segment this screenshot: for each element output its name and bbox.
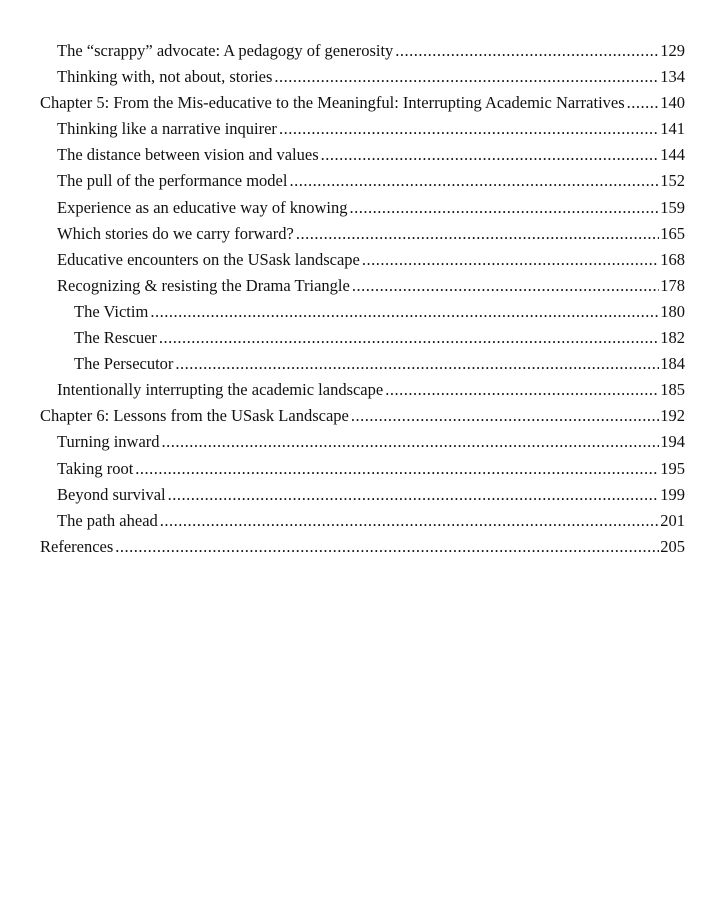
toc-entry[interactable] xyxy=(40,116,685,142)
toc-entry-page: 199 xyxy=(660,484,685,504)
toc-dot-leader xyxy=(321,142,660,168)
toc-dot-leader xyxy=(352,273,659,299)
toc-entry-page: 178 xyxy=(660,275,685,295)
toc-entry-title: The Victim xyxy=(74,301,149,321)
toc-dot-leader xyxy=(175,351,659,377)
toc-entry-title: Chapter 6: Lessons from the USask Landscape xyxy=(40,406,349,426)
toc-subsection-entry[interactable] xyxy=(40,351,685,377)
toc-entry[interactable] xyxy=(40,482,685,508)
toc-chapter-entry[interactable] xyxy=(40,90,685,116)
toc-entry-title: Which stories do we carry forward? xyxy=(57,223,294,243)
toc-entry-title: The distance between vision and values xyxy=(57,145,319,165)
toc-entry[interactable] xyxy=(40,195,685,221)
toc-entry-page: 205 xyxy=(660,536,685,556)
toc-entry-title: The “scrappy” advocate: A pedagogy of generosity xyxy=(57,41,394,60)
toc-dot-leader xyxy=(289,168,659,194)
toc-entry-page: 184 xyxy=(660,354,685,374)
toc-entry[interactable] xyxy=(40,221,685,247)
toc-entry-title: The pull of the performance model xyxy=(57,171,288,191)
toc-entry-title: Beyond survival xyxy=(57,484,166,504)
toc-entry-title: Taking root xyxy=(57,458,134,478)
toc-entry-title: Intentionally interrupting the academic landscape xyxy=(57,380,384,400)
toc-entry-page: 192 xyxy=(660,406,685,426)
toc-entry-page: 168 xyxy=(660,249,685,269)
toc-entry[interactable] xyxy=(40,377,685,403)
toc-dot-leader xyxy=(279,116,659,142)
toc-dot-leader xyxy=(362,247,659,273)
toc-entry-title: Turning inward xyxy=(57,432,160,452)
toc-entry[interactable] xyxy=(40,508,685,534)
toc-entry[interactable] xyxy=(40,429,685,455)
toc-chapter-entry[interactable] xyxy=(40,534,685,560)
toc-entry[interactable] xyxy=(40,64,685,90)
toc-chapter-entry[interactable] xyxy=(40,403,685,429)
toc-dot-leader xyxy=(160,508,659,534)
toc-entry-page: 140 xyxy=(660,93,685,113)
toc-dot-leader xyxy=(385,377,659,403)
toc-entry-page: 129 xyxy=(660,41,685,60)
toc-entry-page: 182 xyxy=(660,328,685,348)
toc-entry-page: 159 xyxy=(660,197,685,217)
toc-entry-title: Thinking like a narrative inquirer xyxy=(57,119,277,139)
toc-dot-leader xyxy=(168,482,660,508)
toc-entry-title: The Rescuer xyxy=(74,328,157,348)
toc-entry-page: 141 xyxy=(660,119,685,139)
toc-entry-page: 152 xyxy=(660,171,685,191)
toc-dot-leader xyxy=(274,64,659,90)
toc-entry[interactable] xyxy=(40,168,685,194)
toc-dot-leader xyxy=(159,325,659,351)
toc-entry-page: 165 xyxy=(660,223,685,243)
toc-entry[interactable] xyxy=(40,273,685,299)
toc-entry-title: The Persecutor xyxy=(74,354,174,374)
toc-dot-leader xyxy=(296,221,659,247)
toc-entry[interactable] xyxy=(40,456,685,482)
toc-dot-leader xyxy=(115,534,659,560)
toc-dot-leader xyxy=(349,195,659,221)
toc-entry[interactable] xyxy=(40,142,685,168)
toc-dot-leader xyxy=(150,299,659,325)
toc-entry-page: 201 xyxy=(660,510,685,530)
toc-entry-page: 144 xyxy=(660,145,685,165)
toc-subsection-entry[interactable] xyxy=(40,299,685,325)
table-of-contents xyxy=(40,38,685,560)
toc-entry-title: The path ahead xyxy=(57,510,158,530)
toc-entry-title: Thinking with, not about, stories xyxy=(57,67,273,87)
toc-entry-title: Experience as an educative way of knowing xyxy=(57,197,348,217)
toc-entry-title: Chapter 5: From the Mis-educative to the Meaningful: Interrupting Academic Narratives xyxy=(40,93,625,113)
toc-entry[interactable] xyxy=(40,247,685,273)
toc-dot-leader xyxy=(395,38,659,64)
toc-entry-title: References xyxy=(40,536,114,556)
toc-entry-page: 134 xyxy=(660,67,685,87)
toc-dot-leader xyxy=(351,403,659,429)
toc-dot-leader xyxy=(627,90,660,116)
toc-entry[interactable] xyxy=(40,38,685,64)
toc-entry-title: Recognizing & resisting the Drama Triangle xyxy=(57,275,350,295)
toc-entry-page: 195 xyxy=(660,458,685,478)
toc-dot-leader xyxy=(135,456,659,482)
toc-dot-leader xyxy=(162,429,660,455)
toc-entry-page: 180 xyxy=(660,301,685,321)
toc-subsection-entry[interactable] xyxy=(40,325,685,351)
toc-entry-title: Educative encounters on the USask landscape xyxy=(57,249,360,269)
toc-entry-page: 185 xyxy=(660,380,685,400)
toc-entry-page: 194 xyxy=(660,432,685,452)
